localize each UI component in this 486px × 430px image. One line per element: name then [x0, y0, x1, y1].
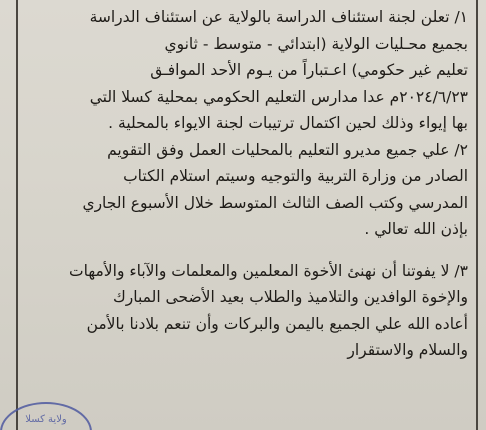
paragraph-line: ٣/ لا يفوتنا أن نهنئ الأخوة المعلمين والمعلمات والآباء والأمهات: [69, 261, 468, 280]
paragraph-line: ٢/ علي جميع مديرو التعليم بالمحليات العمل وفق التقويم: [107, 140, 468, 159]
paragraph-line: الصادر من وزارة التربية والتوجيه وسيتم استلام الكتاب: [123, 167, 468, 185]
document-body: [24, 4, 468, 364]
page-border-right: [476, 0, 478, 430]
paragraph-line: بها إيواء وذلك لحين اكتمال ترتيبات لجنة الايواء بالمحلية .: [108, 114, 468, 132]
paragraph-2: [24, 137, 468, 243]
paragraph-line: بإذن الله تعالي .: [364, 220, 468, 238]
paragraph-line: أعاده الله علي الجميع باليمن والبركات وأن تنعم بلادنا بالأمن: [86, 314, 468, 333]
paragraph-line: والإخوة الوافدين والتلاميذ والطلاب بعيد الأضحى المبارك: [112, 288, 468, 306]
paragraph-line: بجميع محـليات الولاية (ابتدائي - متوسط - ثانوي: [164, 34, 468, 53]
paragraph-line: تعليم غير حكومي) اعـتباراً من يـوم الأحد الموافـق: [150, 61, 468, 79]
paragraph-line: ٢٠٢٤/٦/٢٣م عدا مدارس التعليم الحكومي بمحلية كسلا التي: [89, 87, 468, 106]
paragraph-line: المدرسي وكتب الصف الثالث المتوسط خلال الأسبوع الجاري: [82, 193, 468, 212]
paragraph-3: [24, 258, 468, 364]
official-stamp: [0, 402, 92, 430]
paragraph-line: والسلام والاستقرار: [347, 341, 468, 359]
paragraph-1: [24, 4, 468, 137]
stamp-text: ولاية كسلا: [25, 414, 67, 425]
page-border-left: [16, 0, 18, 430]
paragraph-line: ١/ تعلن لجنة استئناف الدراسة بالولاية عن استئناف الدراسة: [89, 8, 468, 26]
